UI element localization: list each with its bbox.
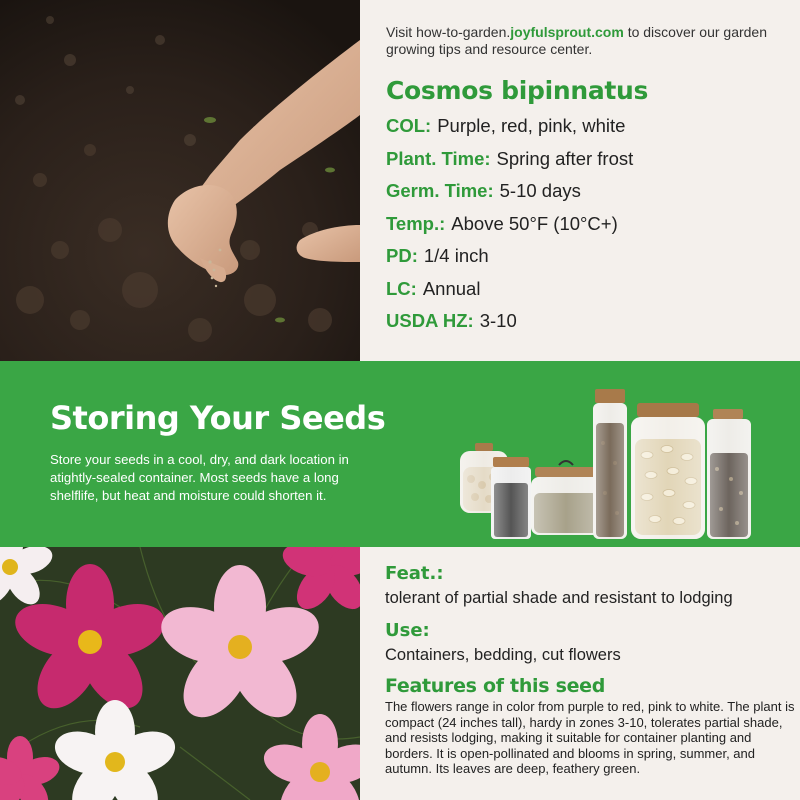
hand-sowing-seeds-photo (0, 0, 360, 361)
use-value: Containers, bedding, cut flowers (385, 646, 621, 664)
attr-value: 5-10 days (499, 180, 581, 201)
attr-key: COL: (386, 115, 432, 136)
cosmos-flowers-photo (0, 547, 360, 800)
attr-key: Germ. Time: (386, 180, 494, 201)
seed-jars-photo (455, 383, 760, 543)
bottom-section (0, 547, 800, 800)
attr-temp (386, 213, 786, 246)
attr-value: Purple, red, pink, white (437, 115, 626, 136)
seed-features-text: The flowers range in color from purple to red, pink to white. The plant is compact (24 inches tall), hardy in zones 3-10, tolerates partial shade, and resists lodging, making it suitable for container planting and borders. It is open-pollinated and blooms in spring, summer, and autumn. Its leaves are deep, feathery green. (385, 699, 795, 776)
attr-plant-time (386, 148, 786, 181)
attr-germ-time (386, 180, 786, 213)
intro-suffix: to discover our garden growing tips and resource center. (386, 24, 768, 57)
intro-text (386, 24, 786, 58)
attribute-list (386, 115, 786, 343)
attr-usda-zone (386, 310, 786, 343)
seed-features-title: Features of this seed (385, 675, 606, 697)
use-label: Use: (385, 620, 430, 641)
attr-value: 1/4 inch (423, 245, 489, 266)
brand-link[interactable]: joyfulsprout.com (510, 24, 624, 40)
attr-value: Annual (422, 277, 481, 299)
top-section (0, 0, 800, 361)
plant-info-panel (386, 24, 786, 343)
intro-prefix: Visit how-to-garden. (386, 24, 511, 40)
storing-band (0, 361, 800, 547)
attr-planting-depth (386, 245, 786, 278)
storing-text: Store your seeds in a cool, dry, and dark location in atightly-sealed container. Most seeds have a long shelflife, but heat and moisture could shorten it. (50, 452, 349, 503)
attr-key: USDA HZ: (386, 310, 474, 331)
attr-key: Plant. Time: (386, 147, 491, 169)
species-title: Cosmos bipinnatus (386, 76, 649, 105)
attr-life-cycle (386, 278, 786, 311)
feat-label: Feat.: (385, 563, 444, 584)
attr-value: 3-10 (479, 310, 517, 331)
attr-key: PD: (386, 245, 418, 266)
attr-value: Spring after frost (496, 147, 634, 169)
attr-value: Above 50°F (10°C+) (451, 212, 618, 234)
attr-key: LC: (386, 277, 417, 299)
feat-value: tolerant of partial shade and resistant to lodging (385, 589, 733, 607)
attr-key: Temp.: (386, 212, 446, 234)
storing-title: Storing Your Seeds (50, 399, 386, 437)
attr-color (386, 115, 786, 148)
features-panel (385, 563, 795, 777)
